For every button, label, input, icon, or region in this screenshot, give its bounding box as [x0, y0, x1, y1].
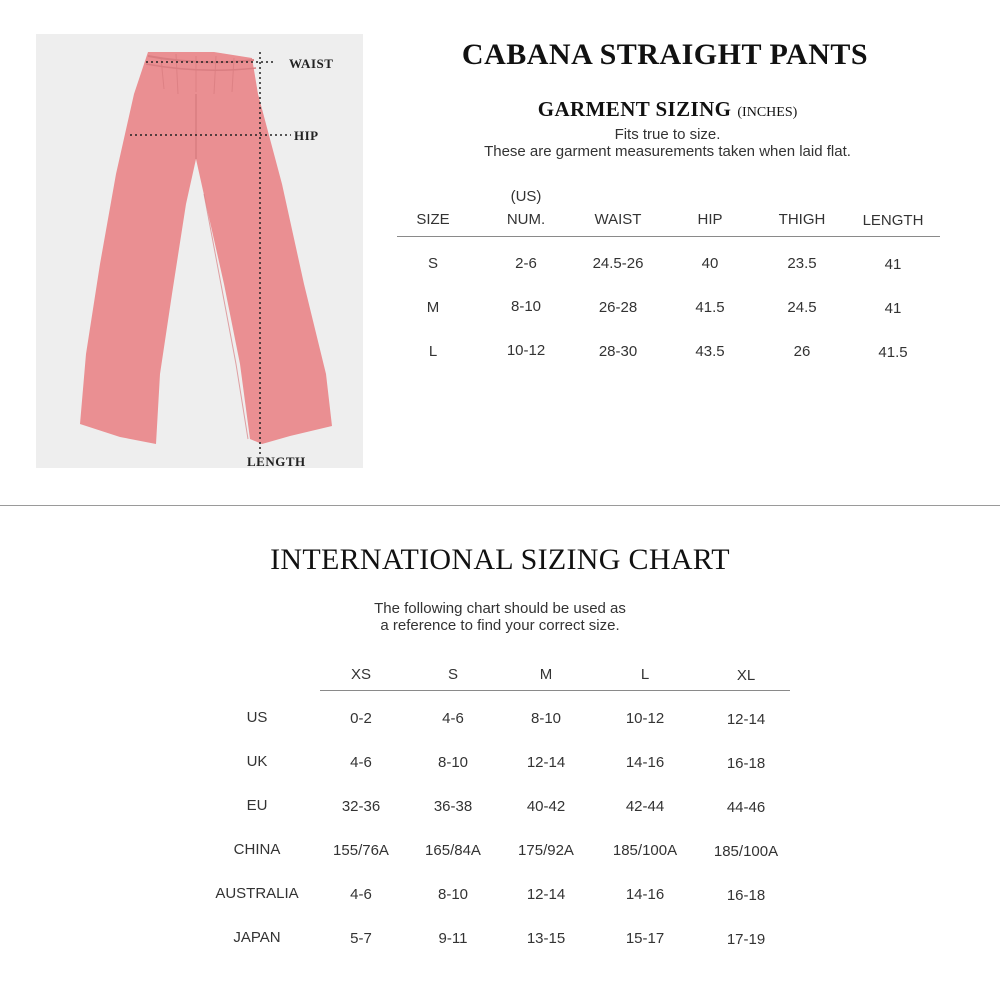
garment-header-rule: [397, 236, 940, 237]
garment-illustration-panel: [36, 34, 363, 468]
garment-row-m-num: 8-10: [510, 298, 542, 315]
intl-japan-m: 13-15: [526, 930, 566, 947]
garment-row-m-waist: 26-28: [598, 299, 638, 316]
garment-sizing-unit: (INCHES): [737, 105, 798, 120]
garment-row-s-thigh: 23.5: [787, 255, 817, 272]
intl-region-china: CHINA: [233, 841, 281, 858]
intl-australia-m: 12-14: [526, 886, 566, 903]
garment-sizing-note: [400, 126, 935, 160]
garment-row-l-length: 41.5: [878, 344, 908, 361]
garment-row-m-thigh: 24.5: [787, 299, 817, 316]
intl-region-eu: EU: [246, 797, 268, 814]
garment-row-s-waist: 24.5-26: [592, 255, 644, 272]
intl-japan-xs: 5-7: [350, 930, 372, 947]
intl-australia-xs: 4-6: [350, 886, 372, 903]
section-divider: [0, 505, 1000, 506]
garment-row-l-waist: 28-30: [598, 343, 638, 360]
intl-region-uk: UK: [246, 753, 268, 770]
garment-row-l-size: L: [428, 343, 438, 360]
pants-shape: [80, 52, 332, 444]
intl-uk-s: 8-10: [437, 754, 469, 771]
product-title: CABANA STRAIGHT PANTS: [461, 38, 869, 71]
intl-china-s: 165/84A: [425, 842, 481, 859]
garment-row-l-num: 10-12: [506, 342, 546, 359]
garment-row-s-size: S: [427, 255, 438, 272]
intl-uk-m: 12-14: [526, 754, 566, 771]
intl-eu-xs: 32-36: [341, 798, 381, 815]
intl-japan-s: 9-11: [438, 930, 468, 947]
intl-japan-xl: 17-19: [726, 931, 766, 948]
garment-row-s-hip: 40: [701, 255, 719, 272]
intl-us-s: 4-6: [442, 710, 464, 727]
garment-row-s-length: 41: [884, 256, 902, 273]
header-length: LENGTH: [862, 212, 924, 229]
waist-label: WAIST: [289, 56, 334, 71]
intl-china-m: 175/92A: [518, 842, 574, 859]
intl-uk-l: 14-16: [625, 754, 665, 771]
intl-australia-s: 8-10: [437, 886, 469, 903]
pants-illustration: [36, 34, 363, 468]
intl-eu-m: 40-42: [526, 798, 566, 815]
intl-region-australia: AUSTRALIA: [215, 885, 299, 902]
header-waist: WAIST: [594, 211, 642, 228]
intl-eu-l: 42-44: [625, 798, 665, 815]
intl-us-m: 8-10: [530, 710, 562, 727]
intl-eu-xl: 44-46: [726, 799, 766, 816]
intl-eu-s: 36-38: [433, 798, 473, 815]
garment-row-l-hip: 43.5: [695, 343, 725, 360]
intl-china-xs: 155/76A: [333, 842, 389, 859]
international-sizing-note: [0, 600, 1000, 634]
international-sizing-title: INTERNATIONAL SIZING CHART: [270, 543, 730, 576]
intl-china-l: 185/100A: [612, 842, 678, 859]
garment-note-line-1: Fits true to size.: [614, 126, 721, 143]
intl-header-rule: [320, 690, 790, 691]
garment-row-s-num: 2-6: [515, 255, 537, 272]
length-label: LENGTH: [247, 454, 306, 469]
intl-china-xl: 185/100A: [713, 843, 779, 860]
intl-australia-l: 14-16: [625, 886, 665, 903]
garment-row-m-length: 41: [884, 300, 902, 317]
garment-sizing-heading: [400, 97, 935, 122]
hip-label: HIP: [294, 128, 319, 143]
header-hip: HIP: [697, 211, 723, 228]
garment-sizing-title: GARMENT SIZING: [537, 97, 732, 121]
intl-us-xs: 0-2: [350, 710, 372, 727]
intl-region-japan: JAPAN: [233, 929, 281, 946]
intl-uk-xl: 16-18: [726, 755, 766, 772]
intl-us-l: 10-12: [625, 710, 665, 727]
intl-header-xl: XL: [736, 667, 756, 684]
garment-row-m-size: M: [426, 299, 440, 316]
intl-note-line-1: The following chart should be used as: [374, 600, 626, 617]
intl-region-us: US: [246, 709, 268, 726]
intl-header-m: M: [539, 666, 553, 683]
garment-row-m-hip: 41.5: [695, 299, 725, 316]
header-num-top: (US): [510, 188, 542, 205]
garment-note-line-2: These are garment measurements taken when laid flat.: [484, 143, 851, 160]
intl-header-l: L: [640, 666, 650, 683]
header-thigh: THIGH: [778, 211, 826, 228]
intl-header-xs: XS: [350, 666, 371, 683]
intl-us-xl: 12-14: [726, 711, 766, 728]
intl-japan-l: 15-17: [625, 930, 665, 947]
header-num: NUM.: [506, 211, 546, 228]
intl-note-line-2: a reference to find your correct size.: [380, 617, 620, 634]
header-size: SIZE: [416, 211, 450, 228]
garment-row-l-thigh: 26: [793, 343, 811, 360]
intl-uk-xs: 4-6: [350, 754, 372, 771]
intl-australia-xl: 16-18: [726, 887, 766, 904]
intl-header-s: S: [447, 666, 458, 683]
